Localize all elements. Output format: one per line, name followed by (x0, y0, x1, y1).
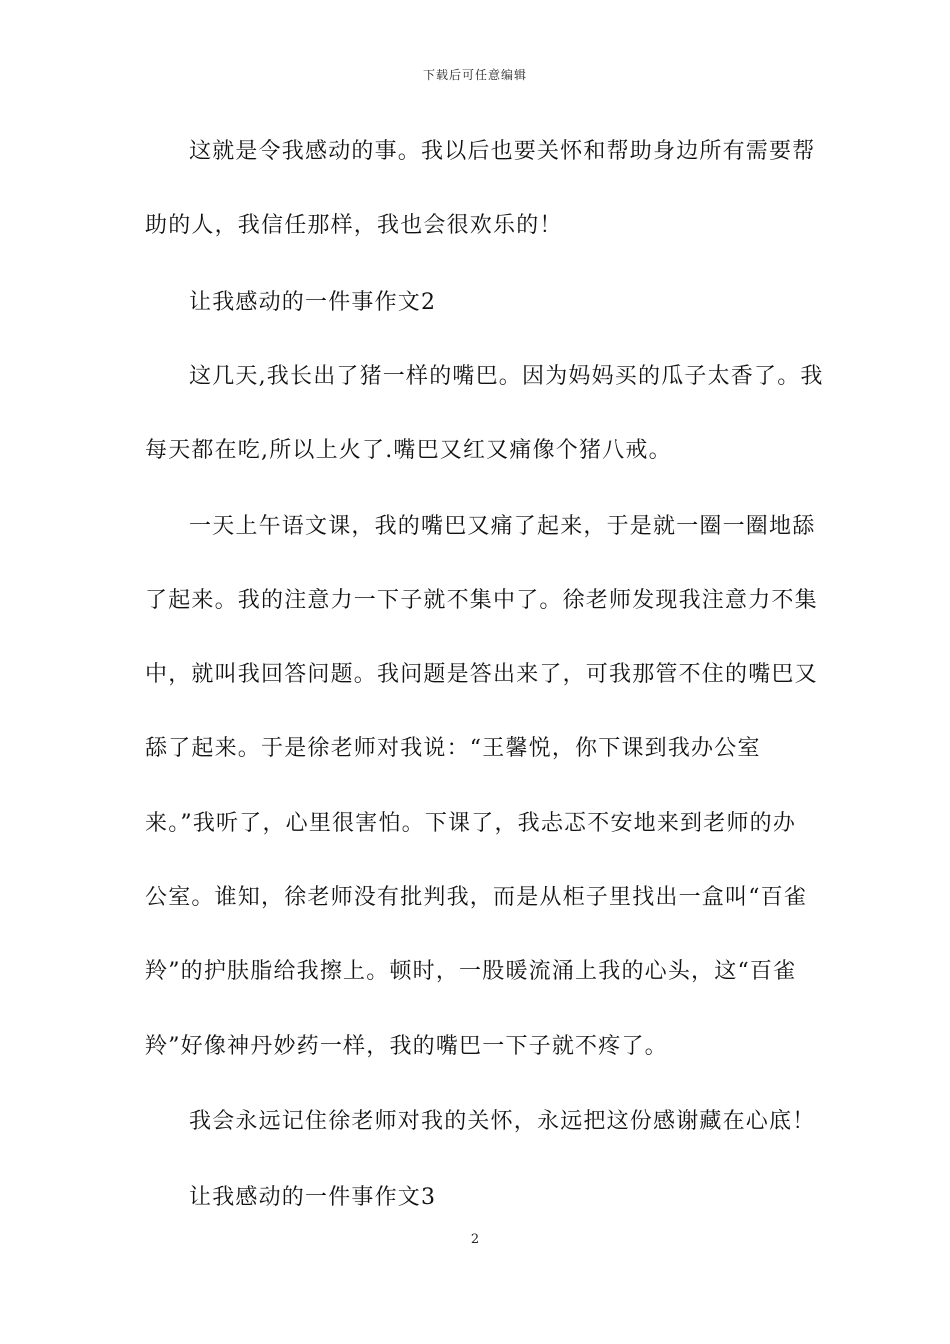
paragraph-line: 一天上午语文课，我的嘴巴又痛了起来，于是就一圈一圈地舔 (189, 514, 816, 539)
page-header: 下载后可任意编辑 (422, 68, 527, 82)
section-heading: 让我感动的一件事作文3 (189, 1185, 437, 1210)
paragraph-line: 来。”我听了，心里很害怕。下课了，我忐忑不安地来到老师的办 (145, 811, 797, 836)
paragraph-line: 助的人，我信任那样，我也会很欢乐的！ (145, 213, 563, 238)
paragraph-line: 羚”好像神丹妙药一样，我的嘴巴一下子就不疼了。 (145, 1034, 668, 1059)
paragraph-line: 每天都在吃,所以上火了.嘴巴又红又痛像个猪八戒。 (145, 438, 672, 463)
paragraph-line: 羚”的护肤脂给我擦上。顿时，一股暖流涌上我的心头，这“百雀 (145, 959, 797, 984)
page-number: 2 (470, 1232, 480, 1247)
paragraph-line: 公室。谁知，徐老师没有批判我，而是从柜子里找出一盒叫“百雀 (145, 885, 808, 910)
paragraph-line: 舔了起来。于是徐老师对我说：“王馨悦，你下课到我办公室 (145, 736, 761, 761)
paragraph-line: 这就是令我感动的事。我以后也要关怀和帮助身边所有需要帮 (189, 139, 816, 164)
section-heading: 让我感动的一件事作文2 (189, 290, 437, 315)
paragraph-line: 中，就叫我回答问题。我问题是答出来了，可我那管不住的嘴巴又 (145, 662, 818, 687)
paragraph-line: 了起来。我的注意力一下子就不集中了。徐老师发现我注意力不集 (145, 588, 818, 613)
paragraph-line: 这几天,我长出了猪一样的嘴巴。因为妈妈买的瓜子太香了。我 (189, 364, 824, 389)
paragraph-line: 我会永远记住徐老师对我的关怀，永远把这份感谢藏在心底！ (189, 1109, 816, 1134)
